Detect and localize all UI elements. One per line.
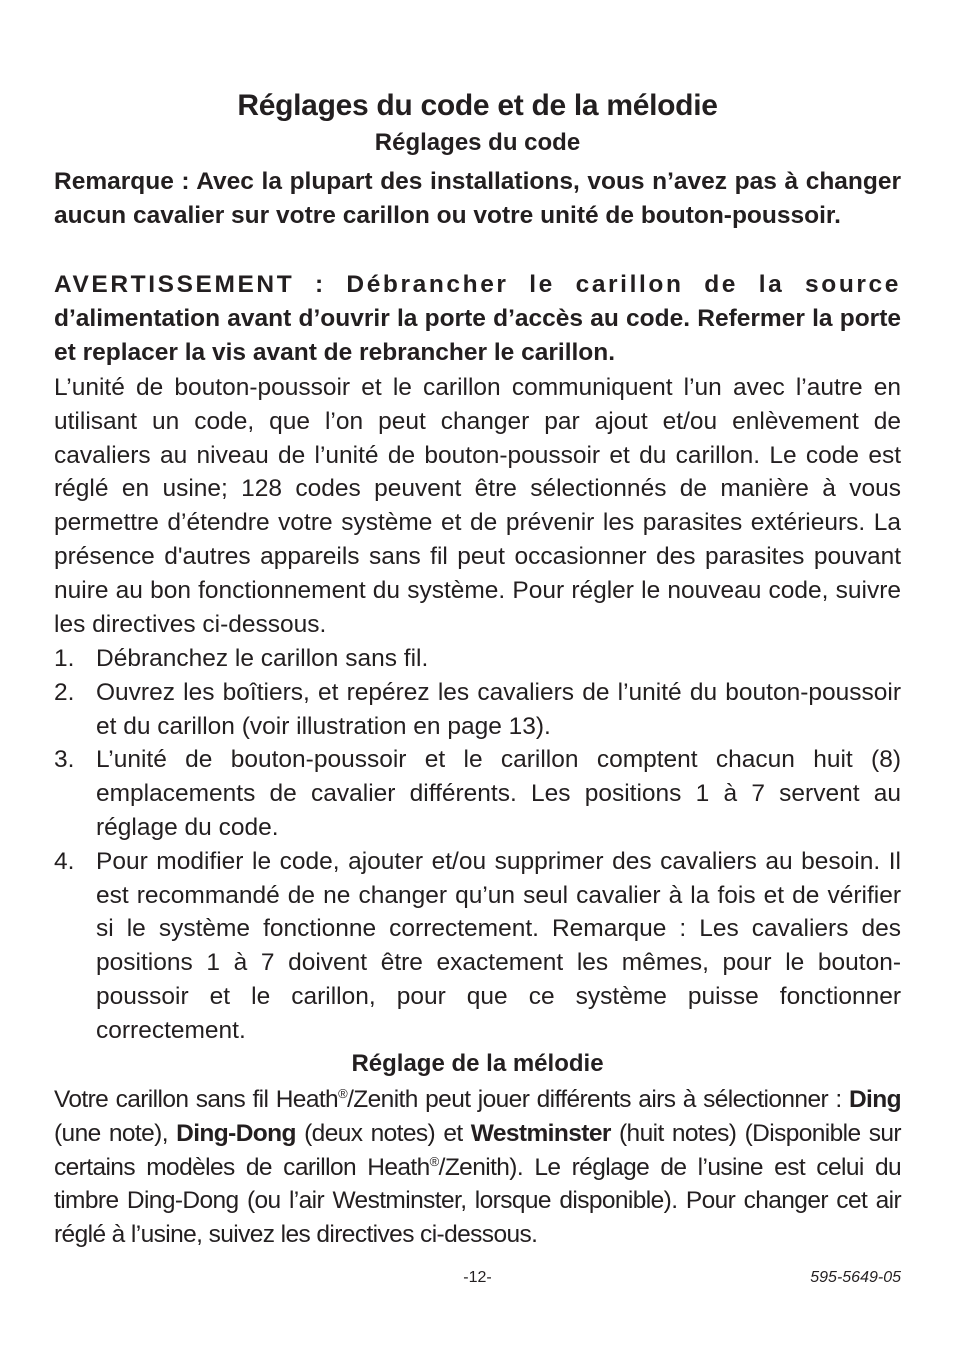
intro-paragraph: L’unité de bouton-poussoir et le carillon communiquent l’un avec l’autre en utilisant un code, que l’on peut changer par ajout et/ou enlèvement de cavaliers au niveau de l’unité de bouton-poussoir et du carillon. Le code est réglé en usine; 128 codes peuvent être sélectionnés de manière à vous permettre d’étendre votre système et de prévenir les parasites extérieurs. La présence d'autres appareils sans fil peut occasionner des parasites pouvant nuire au bon fonctionnement du système. Pour régler le nouveau code, suivre les directives ci-dessous. xyxy=(54,374,901,638)
ding-dong-label: Ding-Dong xyxy=(176,1119,296,1147)
warning-lead: AVERTISSEMENT : Débrancher le carillon de la source xyxy=(54,271,901,298)
step-number: 1. xyxy=(54,645,75,672)
melody-text: Votre carillon sans fil Heath xyxy=(54,1086,339,1113)
warning-paragraph xyxy=(54,268,901,369)
registered-mark: ® xyxy=(338,1085,348,1101)
melody-text: /Zenith peut jouer différents airs à sélectionner : xyxy=(347,1086,849,1113)
steps-list xyxy=(54,642,901,1048)
step-number: 3. xyxy=(54,746,75,774)
melody-text: /Zenith). Le réglage de l’usine est celui du timbre Ding-Dong (ou l’air Westminster, lorsque disponible). Pour changer cet air réglé à l’usine, suivez les directives ci-dessous. xyxy=(54,1153,901,1249)
melody-settings-heading: Réglage de la mélodie xyxy=(351,1050,604,1077)
list-item xyxy=(54,676,901,744)
code-settings-heading: Réglages du code xyxy=(374,129,581,156)
list-item xyxy=(54,743,901,844)
step-text: Ouvrez les boîtiers, et repérez les cavaliers de l’unité du bouton-poussoir et du carillon (voir illustration en page 13). xyxy=(96,678,901,740)
step-number: 2. xyxy=(54,678,75,706)
registered-mark: ® xyxy=(429,1153,439,1169)
step-text: Pour modifier le code, ajouter et/ou supprimer des cavaliers au besoin. Il est recommandé de ne changer qu’un seul cavalier à la fois et de vérifier si le système fonctionne correctement. Remarque : Les cavaliers des positions 1 à 7 doivent être exactement les mêmes, pour le bouton-poussoir et le carillon, pour que ce système puisse fonctionner correctement. xyxy=(96,847,901,1044)
list-item xyxy=(54,642,901,676)
westminster-label: Westminster xyxy=(470,1119,611,1147)
melody-text: (huit notes) (Disponible sur certains modèles de carillon Heath xyxy=(54,1119,901,1181)
document-number: 595-5649-05 xyxy=(810,1269,901,1286)
warning-rest: d’alimentation avant d’ouvrir la porte d’accès au code. Refermer la porte et replacer la vis avant de rebrancher le carillon. xyxy=(54,304,901,366)
page-title: Réglages du code et de la mélodie xyxy=(237,89,718,122)
step-text: Débranchez le carillon sans fil. xyxy=(96,645,429,672)
melody-text: (une note), xyxy=(54,1119,177,1147)
list-item xyxy=(54,845,901,1048)
ding-label: Ding xyxy=(848,1086,901,1113)
step-text: L’unité de bouton-poussoir et le carillon comptent chacun huit (8) emplacements de cavalier différents. Les positions 1 à 7 servent au réglage du code. xyxy=(96,746,901,841)
page-number: -12- xyxy=(463,1269,492,1286)
melody-paragraph xyxy=(54,1083,901,1252)
step-number: 4. xyxy=(54,847,75,875)
melody-text: (deux notes) et xyxy=(295,1119,471,1147)
remark-paragraph: Remarque : Avec la plupart des installations, vous n’avez pas à changer aucun cavalier sur votre carillon ou votre unité de bouton-poussoir. xyxy=(54,168,901,229)
